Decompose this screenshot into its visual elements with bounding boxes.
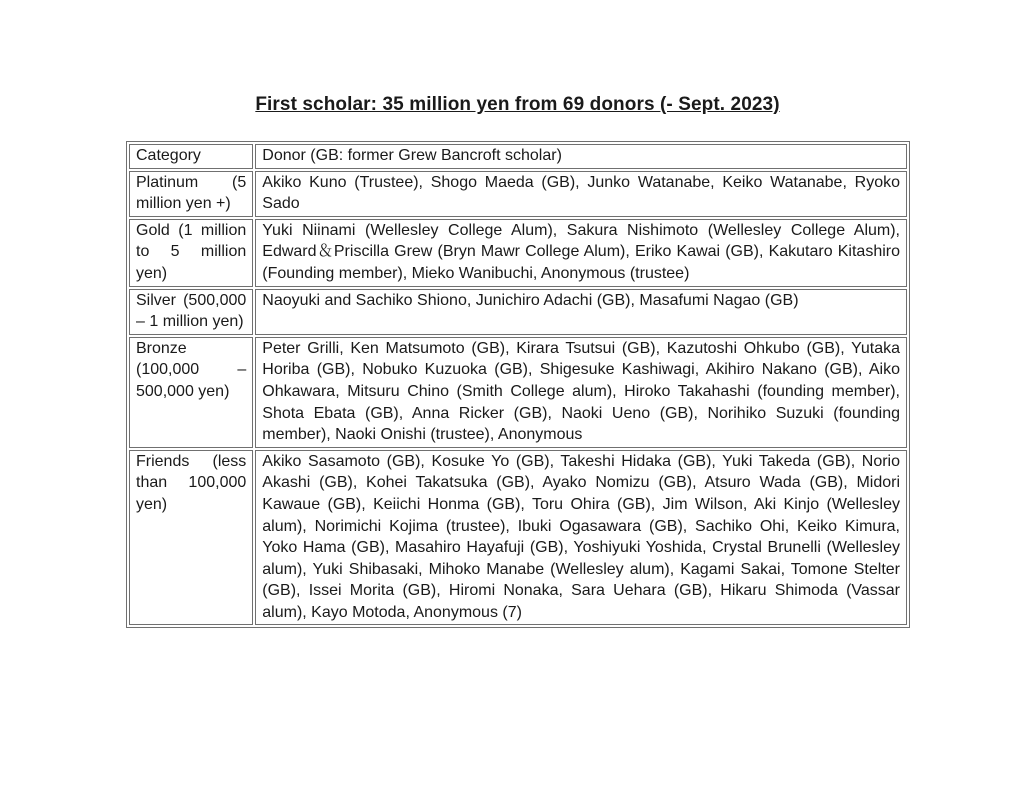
- category-cell: Friends (less than 100,000 yen): [129, 450, 253, 626]
- donors-cell: Naoyuki and Sachiko Shiono, Junichiro Adachi (GB), Masafumi Nagao (GB): [255, 289, 907, 335]
- table-row-friends: [129, 450, 907, 626]
- donors-cell: Peter Grilli, Ken Matsumoto (GB), Kirara Tsutsui (GB), Kazutoshi Ohkubo (GB), Yutaka Horiba (GB), Nobuko Kuzuoka (GB), Shigesuke Kashiwagi, Akihiro Nakano (GB), Aiko Ohkawara, Mitsuru Chino (Smith College alum), Hiroko Takahashi (founding member), Shota Ebata (GB), Anna Ricker (GB), Naoki Ueno (GB), Norihiko Suzuki (founding member), Naoki Onishi (trustee), Anonymous: [255, 337, 907, 448]
- donors-cell: Akiko Kuno (Trustee), Shogo Maeda (GB), Junko Watanabe, Keiko Watanabe, Ryoko Sado: [255, 171, 907, 217]
- category-cell: Silver (500,000 – 1 million yen): [129, 289, 253, 335]
- donors-cell: Yuki Niinami (Wellesley College Alum), Sakura Nishimoto (Wellesley College Alum), Edward＆Priscilla Grew (Bryn Mawr College Alum), Eriko Kawai (GB), Kakutaro Kitashiro (Founding member), Mieko Wanibuchi, Anonymous (trustee): [255, 219, 907, 287]
- header-donor: Donor (GB: former Grew Bancroft scholar): [255, 144, 907, 169]
- table-row-platinum: [129, 171, 907, 217]
- category-cell: Platinum (5 million yen +): [129, 171, 253, 217]
- donor-table: [126, 141, 910, 628]
- table-header-row: [129, 144, 907, 169]
- category-cell: Gold (1 million to 5 million yen): [129, 219, 253, 287]
- page-title: First scholar: 35 million yen from 69 donors (- Sept. 2023): [255, 94, 780, 115]
- table-row-gold: [129, 219, 907, 287]
- table-row-bronze: [129, 337, 907, 448]
- donors-cell: Akiko Sasamoto (GB), Kosuke Yo (GB), Takeshi Hidaka (GB), Yuki Takeda (GB), Norio Akashi (GB), Kohei Takatsuka (GB), Ayako Nomizu (GB), Atsuro Wada (GB), Midori Kawaue (GB), Keiichi Honma (GB), Toru Ohira (GB), Jim Wilson, Aki Kinjo (Wellesley alum), Norimichi Kojima (trustee), Ibuki Ogasawara (GB), Sachiko Ohi, Keiko Kimura, Yoko Hama (GB), Masahiro Hayafuji (GB), Yoshiyuki Yoshida, Crystal Brunelli (Wellesley alum), Yuki Shibasaki, Mihoko Manabe (Wellesley alum), Kagami Sakai, Tomone Stelter (GB), Issei Morita (GB), Hiromi Nonaka, Sara Uehara (GB), Hikaru Shimoda (Vassar alum), Kayo Motoda, Anonymous (7): [255, 450, 907, 626]
- category-cell: Bronze (100,000 – 500,000 yen): [129, 337, 253, 448]
- table-row-silver: [129, 289, 907, 335]
- header-category: Category: [129, 144, 253, 169]
